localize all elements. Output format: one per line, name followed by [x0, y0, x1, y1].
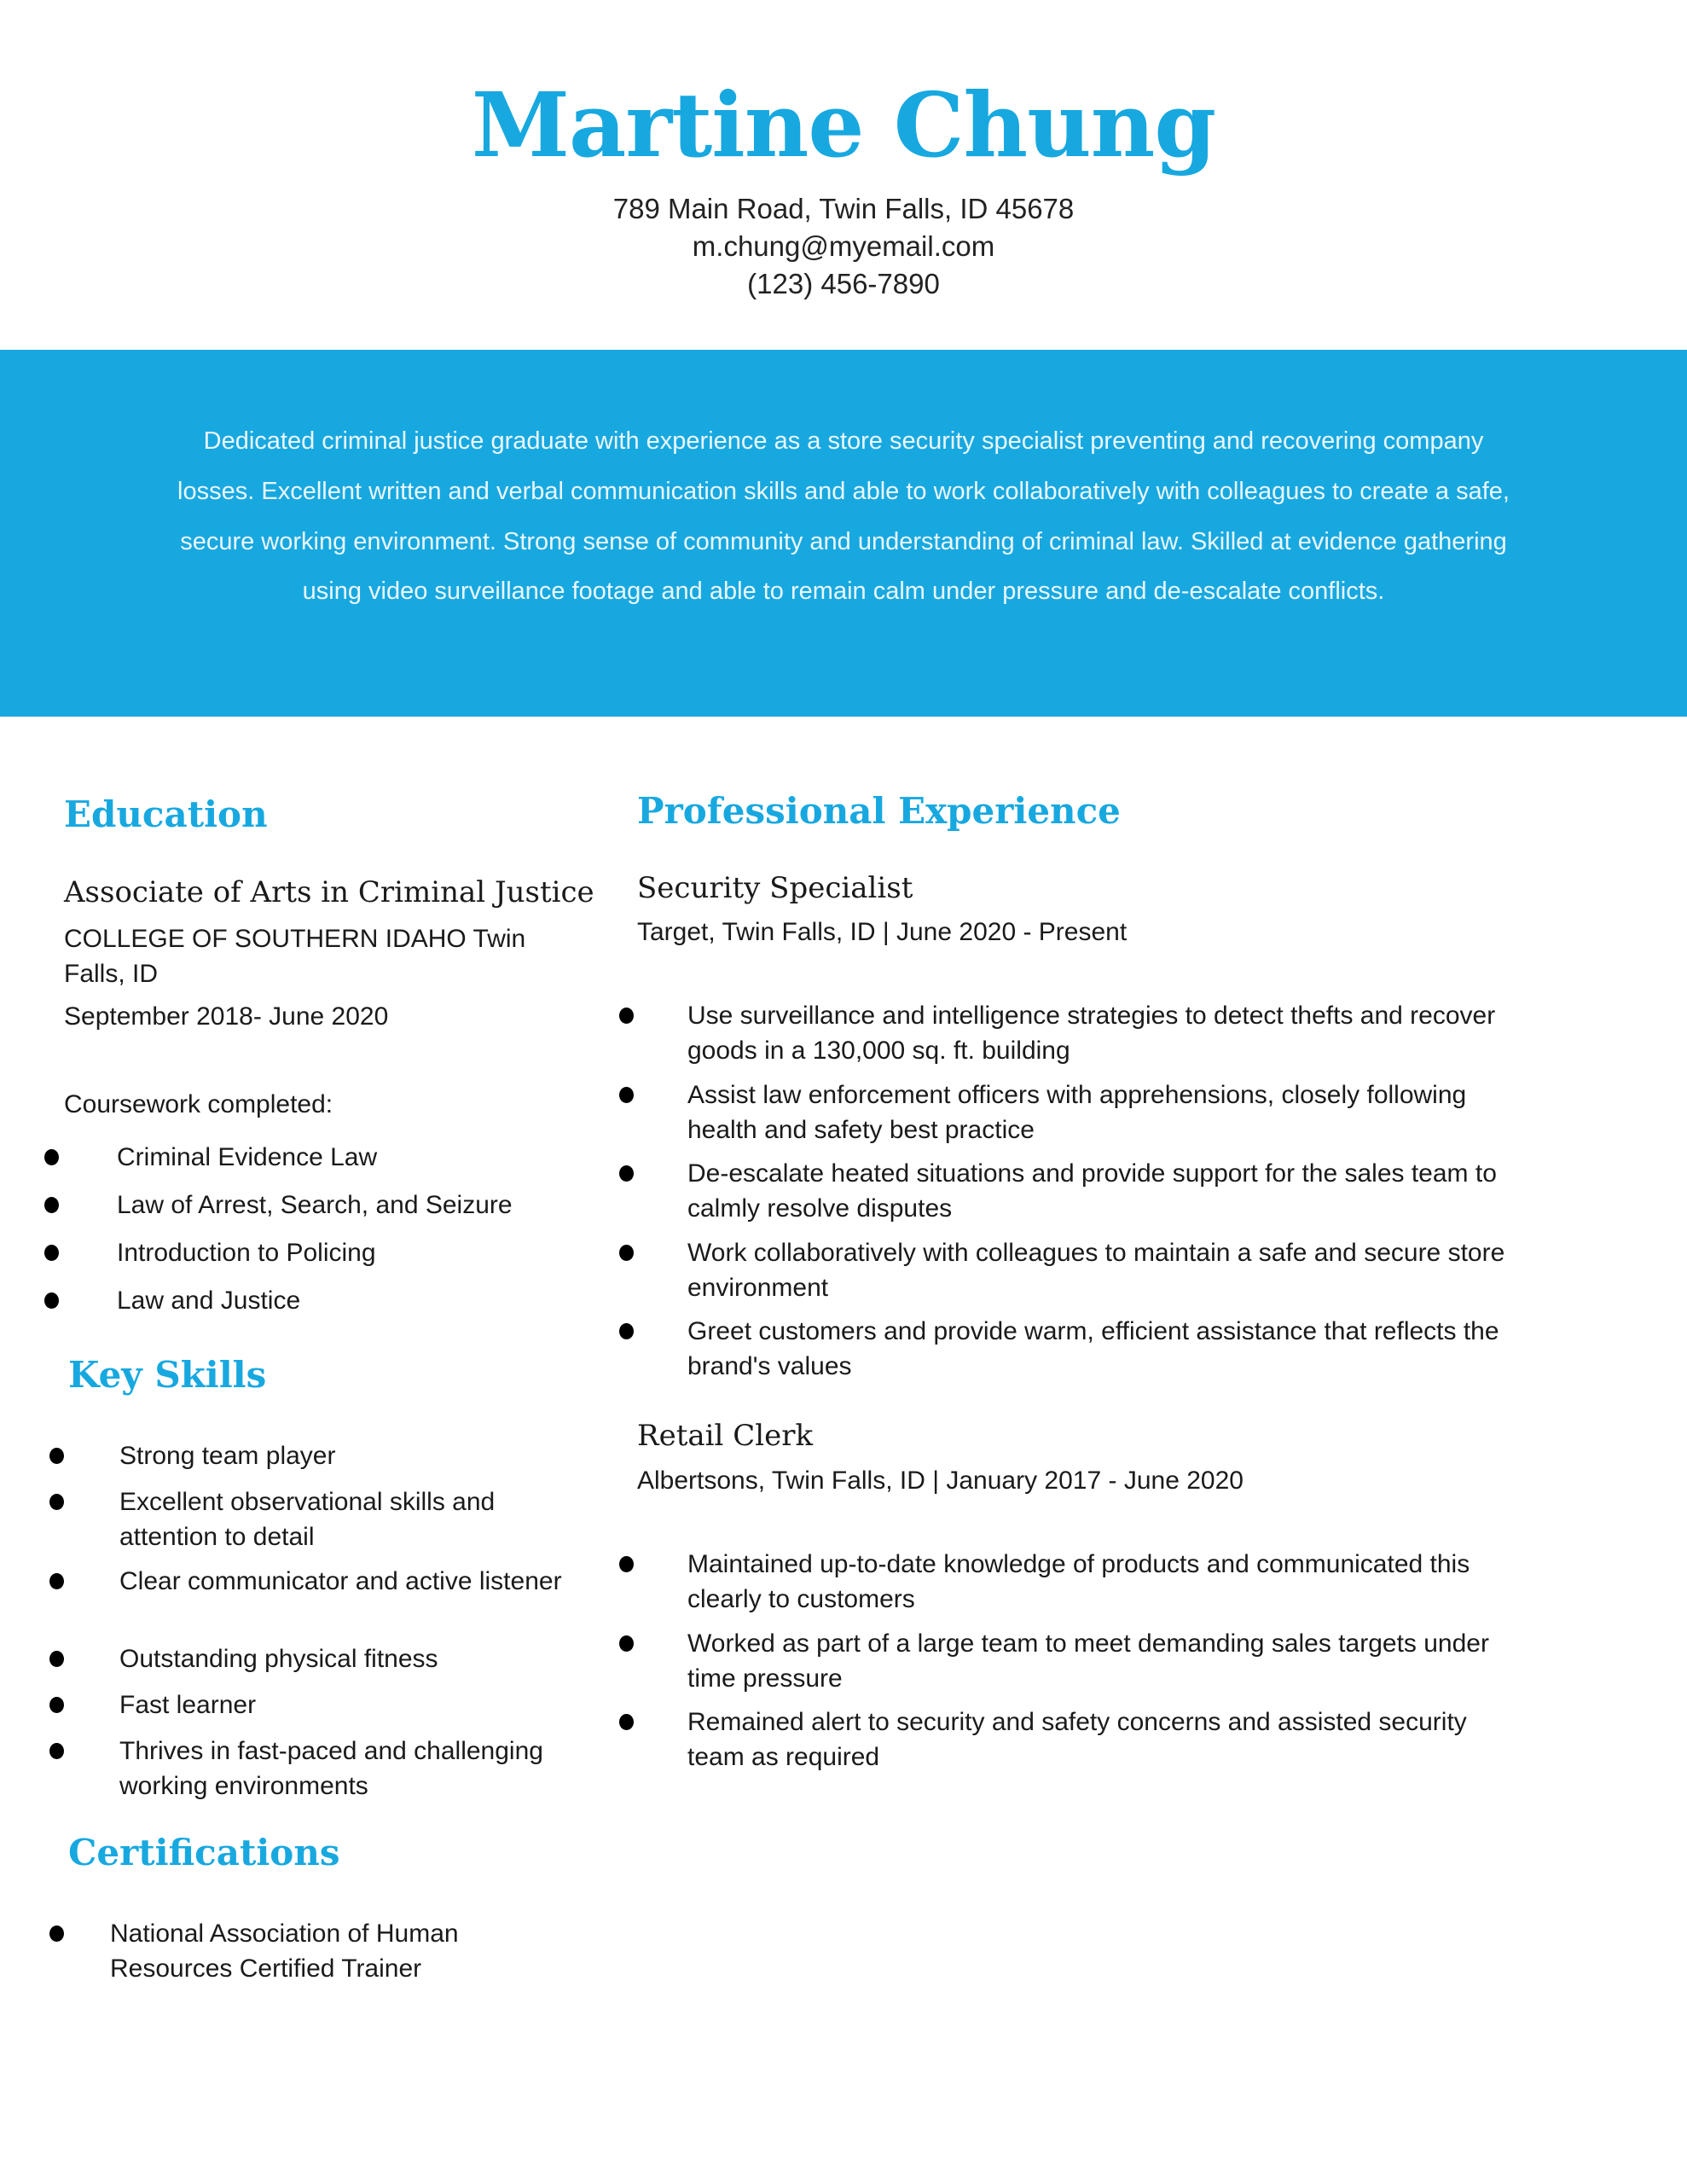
phone: (123) 456-7890 — [747, 268, 940, 299]
coursework-label: Coursework completed: — [64, 1090, 333, 1118]
bullet-icon — [49, 1651, 64, 1667]
list-item: Introduction to Policing — [117, 1235, 594, 1270]
list-item: Criminal Evidence Law — [117, 1140, 594, 1175]
education-heading: Education — [64, 793, 268, 835]
bullet-icon — [44, 1292, 59, 1309]
bullet-icon — [619, 1087, 634, 1103]
summary-text: Dedicated criminal justice graduate with experience as a store security specialist preventing and recovering company losses. Excellent written and verbal communication skills and able to work collaboratively with colleagues to create a safe, secure working environment. Strong sense of community and understanding of criminal law. Skilled at evidence gathering using video surveillance footage and able to remain calm under pressure and de-escalate conflicts. — [177, 427, 1510, 606]
certifications-heading: Certifications — [68, 1832, 340, 1873]
list-item: Outstanding physical fitness — [119, 1641, 563, 1676]
job-meta: Albertsons, Twin Falls, ID | January 2017 - June 2020 — [637, 1467, 1244, 1495]
job-meta: Target, Twin Falls, ID | June 2020 - Present — [637, 918, 1128, 946]
bullet-icon — [44, 1149, 59, 1165]
bullet-icon — [49, 1743, 64, 1759]
list-item: National Association of Human Resources Certified Trainer — [110, 1916, 554, 1986]
bullet-icon — [44, 1245, 59, 1261]
candidate-name: Martine Chung — [471, 73, 1216, 177]
list-item: Use surveillance and intelligence strategies to detect thefts and recover goods in a 130,000 sq. ft. building — [687, 998, 1506, 1068]
bullet-icon — [619, 1165, 634, 1182]
list-item: Work collaboratively with colleagues to maintain a safe and secure store environment — [687, 1235, 1506, 1305]
bullet-icon — [49, 1448, 64, 1464]
list-item: Assist law enforcement officers with apprehensions, closely following health and safety best practice — [687, 1077, 1506, 1147]
bullet-icon — [619, 1323, 634, 1339]
bullet-icon — [49, 1494, 64, 1510]
email[interactable]: m.chung@myemail.com — [692, 230, 995, 262]
list-item: Law and Justice — [117, 1283, 594, 1318]
list-item: Greet customers and provide warm, efficient assistance that reflects the brand's values — [687, 1314, 1506, 1384]
bullet-icon — [49, 1573, 64, 1589]
bullet-icon — [619, 1556, 634, 1572]
list-item: Thrives in fast-paced and challenging working environments — [119, 1734, 563, 1804]
bullet-icon — [619, 1245, 634, 1261]
bullet-icon — [619, 1008, 634, 1024]
list-item: De-escalate heated situations and provide support for the sales team to calmly resolve disputes — [687, 1156, 1506, 1226]
list-item: Strong team player — [119, 1438, 563, 1473]
list-item: Clear communicator and active listener — [119, 1564, 563, 1599]
list-item: Worked as part of a large team to meet demanding sales targets under time pressure — [687, 1626, 1506, 1696]
list-item: Maintained up-to-date knowledge of products and communicated this clearly to customers — [687, 1547, 1506, 1617]
experience-heading: Professional Experience — [637, 790, 1121, 832]
job-title: Security Specialist — [637, 871, 913, 905]
address: 789 Main Road, Twin Falls, ID 45678 — [612, 193, 1075, 224]
school: COLLEGE OF SOUTHERN IDAHO Twin Falls, ID — [64, 925, 526, 988]
list-item: Excellent observational skills and attention to detail — [119, 1484, 563, 1554]
job-title: Retail Clerk — [637, 1419, 814, 1453]
degree: Associate of Arts in Criminal Justice — [64, 875, 594, 909]
bullet-icon — [619, 1635, 634, 1652]
bullet-icon — [619, 1714, 634, 1730]
skills-heading: Key Skills — [68, 1354, 267, 1396]
list-item: Fast learner — [119, 1687, 563, 1722]
bullet-icon — [49, 1697, 64, 1713]
bullet-icon — [49, 1926, 64, 1942]
list-item: Law of Arrest, Search, and Seizure — [117, 1188, 594, 1223]
education-dates: September 2018- June 2020 — [64, 1002, 389, 1031]
bullet-icon — [44, 1197, 59, 1213]
list-item: Remained alert to security and safety concerns and assisted security team as required — [687, 1705, 1506, 1774]
